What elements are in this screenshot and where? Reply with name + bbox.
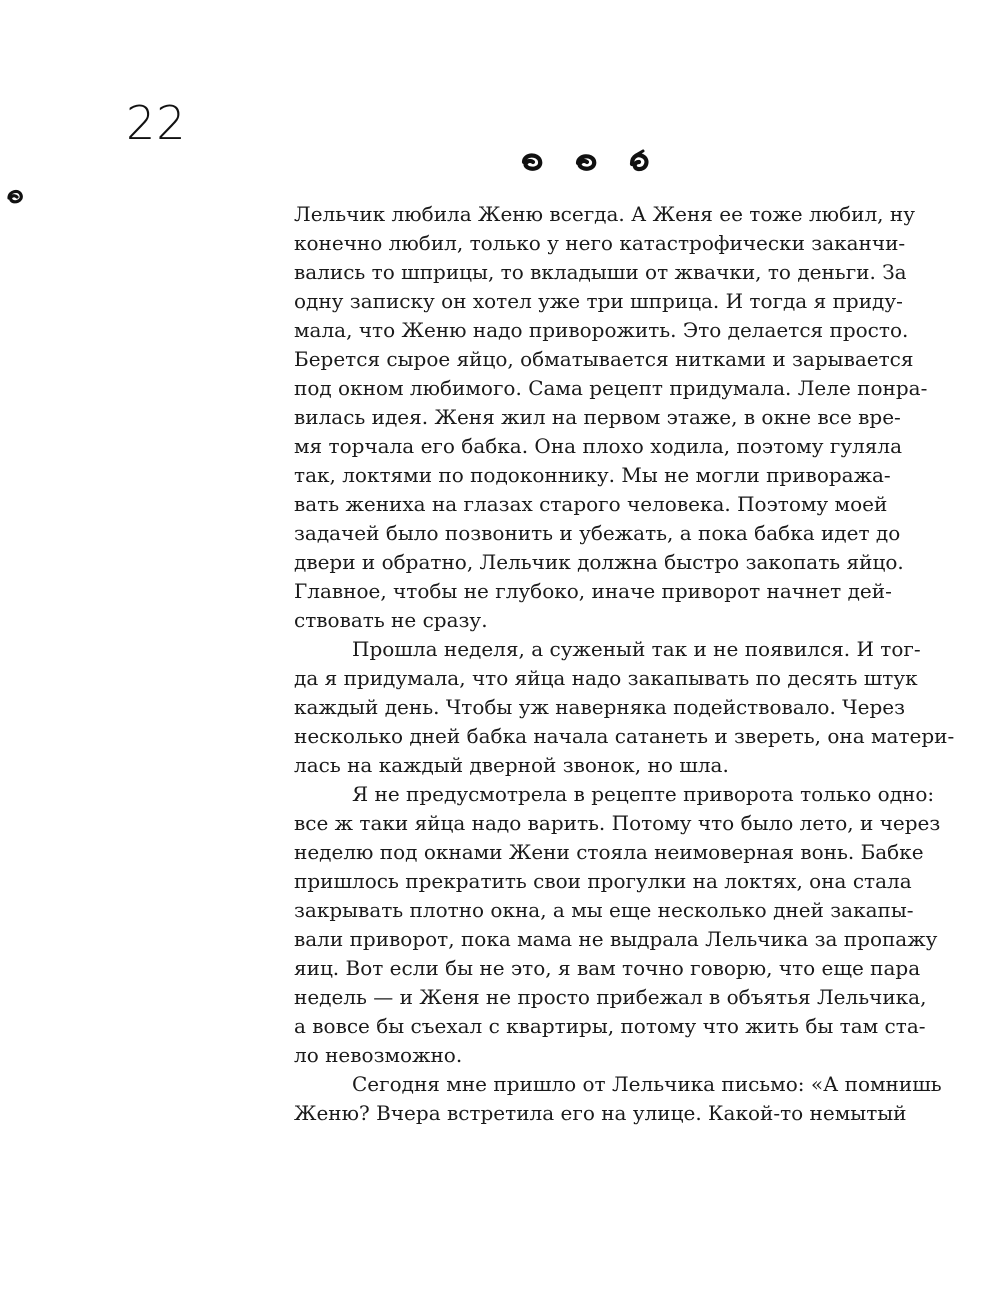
text-line: Сегодня мне пришло от Лельчика письмо: «А помнишь — [352, 1072, 942, 1096]
paragraph-4 — [294, 1070, 942, 1128]
text-line: так, локтями по подоконнику. Мы не могли привоража- — [294, 463, 891, 487]
text-line: вали приворот, пока мама не выдрала Лельчика за пропажу — [294, 927, 938, 951]
text-line: вались то шприцы, то вкладыши от жвачки, то деньги. За — [294, 260, 907, 284]
text-line: одну записку он хотел уже три шприца. И тогда я приду- — [294, 289, 903, 313]
text-line: несколько дней бабка начала сатанеть и звереть, она матери- — [294, 724, 955, 748]
text-line: конечно любил, только у него катастрофически заканчи- — [294, 231, 906, 255]
paragraph-2 — [294, 635, 955, 780]
text-line: яиц. Вот если бы не это, я вам точно говорю, что еще пара — [294, 956, 921, 980]
ornament-loop-icon — [632, 151, 646, 169]
ornament-loop-icon — [578, 156, 594, 168]
text-line: вать жениха на глазах старого человека. Поэтому моей — [294, 492, 888, 516]
paragraph-1 — [294, 200, 928, 635]
text-line: Главное, чтобы не глубоко, иначе приворот начнет дей- — [294, 579, 892, 603]
text-line: каждый день. Чтобы уж наверняка подействовало. Через — [294, 695, 906, 719]
page-number: 22 — [126, 96, 187, 150]
text-line: Прошла неделя, а суженый так и не появился. И тог- — [352, 637, 921, 661]
text-line: Я не предусмотрела в рецепте приворота только одно: — [352, 782, 935, 806]
text-line: мала, что Женю надо приворожить. Это делается просто. — [294, 318, 909, 342]
text-line: Берется сырое яйцо, обматывается нитками и зарывается — [294, 347, 914, 371]
text-line: ствовать не сразу. — [294, 608, 488, 632]
text-line: все ж таки яйца надо варить. Потому что было лето, и через — [294, 811, 941, 835]
chapter-text — [294, 200, 955, 1128]
ornament-loop-icon — [524, 155, 540, 168]
text-line: мя торчала его бабка. Она плохо ходила, поэтому гуляла — [294, 434, 903, 458]
text-line: ло невозможно. — [294, 1043, 463, 1067]
text-line: пришлось прекратить свои прогулки на локтях, она стала — [294, 869, 912, 893]
text-line: лась на каждый дверной звонок, но шла. — [294, 753, 729, 777]
text-line: закрывать плотно окна, а мы еще несколько дней закапы- — [294, 898, 914, 922]
text-line: под окном любимого. Сама рецепт придумала. Леле понра- — [294, 376, 928, 400]
text-line: вилась идея. Женя жил на первом этаже, в окне все вре- — [294, 405, 901, 429]
section-ornament — [518, 148, 658, 176]
text-line: Лельчик любила Женю всегда. А Женя ее тоже любил, ну — [294, 202, 915, 226]
text-line: да я придумала, что яйца надо закапывать по десять штук — [294, 666, 918, 690]
text-line: а вовсе бы съехал с квартиры, потому что жить бы там ста- — [294, 1014, 926, 1038]
margin-scroll-icon — [6, 186, 26, 206]
text-line: недель — и Женя не просто прибежал в объятья Лельчика, — [294, 985, 927, 1009]
paragraph-3 — [294, 780, 941, 1070]
text-line: неделю под окнами Жени стояла неимоверная вонь. Бабке — [294, 840, 924, 864]
text-line: задачей было позвонить и убежать, а пока бабка идет до — [294, 521, 901, 545]
text-line: Женю? Вчера встретила его на улице. Какой-то немытый — [294, 1101, 907, 1125]
text-line: двери и обратно, Лельчик должна быстро закопать яйцо. — [294, 550, 904, 574]
